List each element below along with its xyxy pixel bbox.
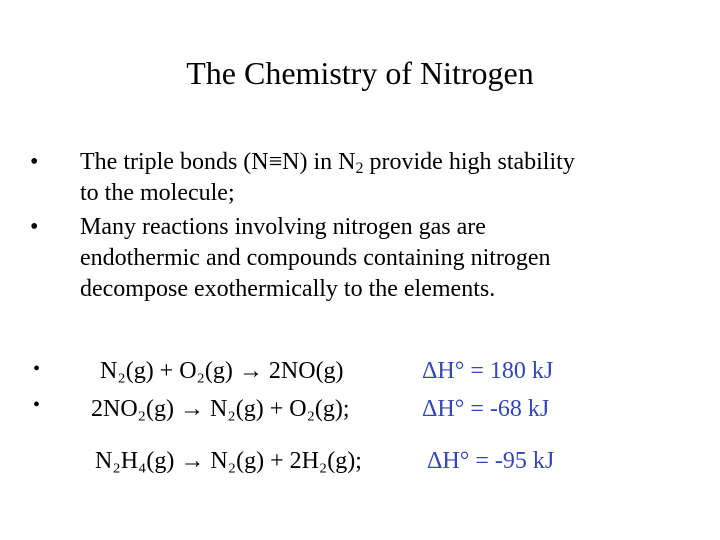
reaction-1-text: N₂(g) + O₂(g) → 2NO(g) <box>100 358 344 384</box>
bullet-text-part: The triple bonds (N <box>80 149 269 175</box>
triple-bond-symbol: ≡ <box>268 149 283 175</box>
bullet-list <box>30 147 700 305</box>
subscript: 2 <box>355 160 364 177</box>
slide-title: The Chemistry of Nitrogen <box>186 55 534 91</box>
enthalpy-2: ΔH° = -68 kJ <box>422 396 550 422</box>
bullet-text-part: decompose exothermically to the elements. <box>80 276 496 302</box>
reaction-1 <box>100 356 344 386</box>
bullet-text <box>80 147 700 209</box>
bullet-icon: • <box>33 394 41 416</box>
bullet-text-part: provide high stability <box>363 149 575 175</box>
reaction-2 <box>91 394 350 424</box>
bullet-icon: • <box>33 358 41 380</box>
bullet-text <box>80 212 700 305</box>
reaction-2-text: 2NO₂(g) → N₂(g) + O₂(g); <box>91 396 350 422</box>
enthalpy-1: ΔH° = 180 kJ <box>422 358 554 384</box>
reaction-3-text: N₂H₄(g) → N₂(g) + 2H₂(g); <box>95 448 362 474</box>
bullet-text-part: endothermic and compounds containing nitrogen <box>80 245 551 271</box>
enthalpy-3: ΔH° = -95 kJ <box>427 448 555 474</box>
bullet-text-part: to the molecule; <box>80 180 235 206</box>
reaction-3 <box>95 446 362 476</box>
bullet-text-part: Many reactions involving nitrogen gas are <box>80 214 486 240</box>
bullet-icon: • <box>30 149 39 175</box>
bullet-text-part: N) in N <box>282 149 356 175</box>
bullet-item-2 <box>30 212 700 305</box>
bullet-item-1 <box>30 147 700 209</box>
bullet-icon: • <box>30 214 39 240</box>
